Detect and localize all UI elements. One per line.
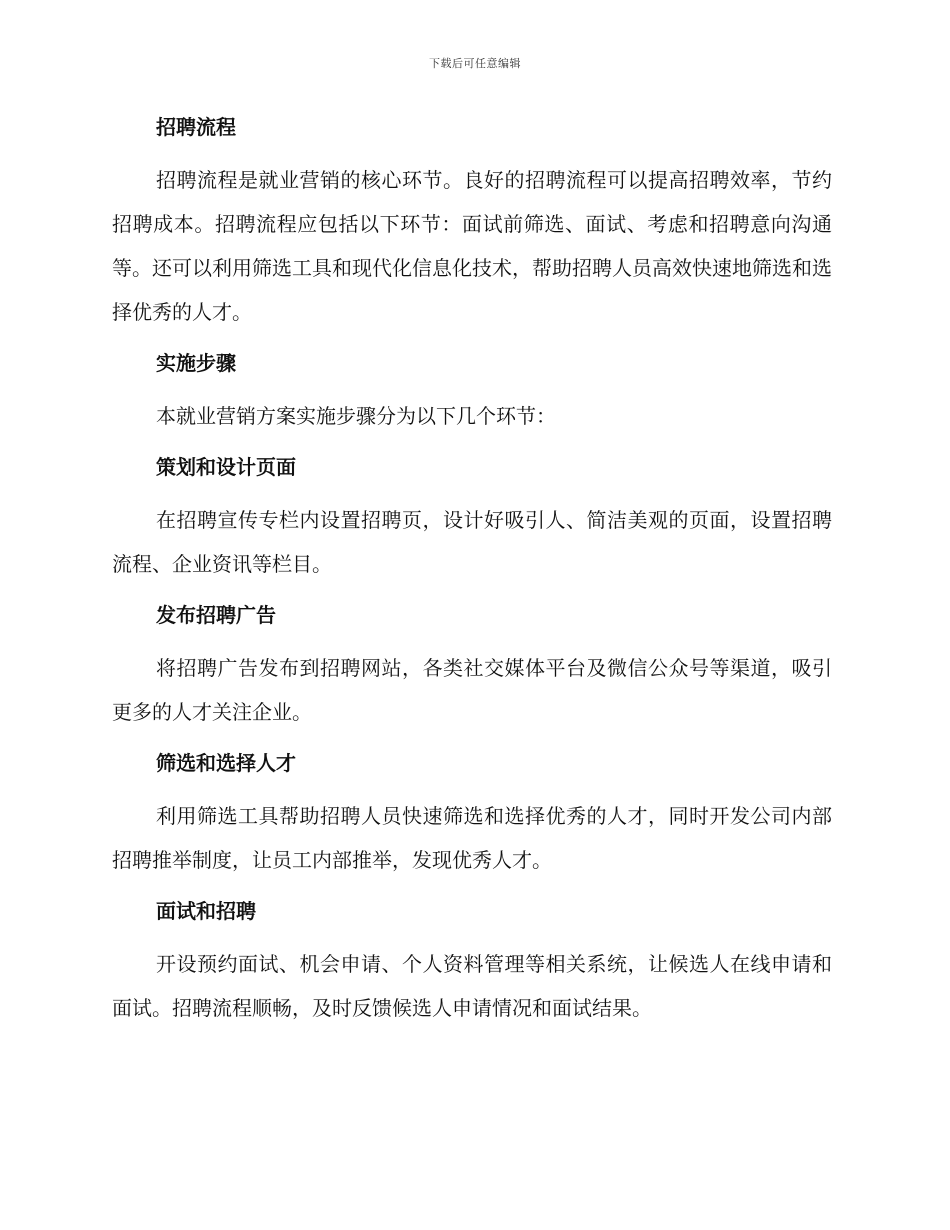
section-text-recruitment-process: 招聘流程是就业营销的核心环节。良好的招聘流程可以提高招聘效率，节约招聘成本。招聘流程应包括以下环节：面试前筛选、面试、考虑和招聘意向沟通等。还可以利用筛选工具和现代化信息化技术，帮助招聘人员高效快速地筛选和选择优秀的人才。 — [112, 168, 832, 324]
section-text-page-design: 在招聘宣传专栏内设置招聘页，设计好吸引人、简洁美观的页面，设置招聘流程、企业资讯等栏目。 — [112, 508, 832, 576]
section-text-interview: 开设预约面试、机会申请、个人资料管理等相关系统，让候选人在线申请和面试。招聘流程顺畅，及时反馈候选人申请情况和面试结果。 — [112, 952, 832, 1020]
header-note: 下载后可任意编辑 — [429, 57, 521, 70]
section-text-publish-ads: 将招聘广告发布到招聘网站，各类社交媒体平台及微信公众号等渠道，吸引更多的人才关注企业。 — [112, 656, 832, 724]
section-heading-publish-ads: 发布招聘广告 — [156, 603, 276, 627]
section-text-implementation-steps: 本就业营销方案实施步骤分为以下几个环节： — [156, 404, 556, 428]
section-heading-implementation-steps: 实施步骤 — [156, 351, 236, 375]
document-body — [112, 110, 832, 1042]
section-heading-interview: 面试和招聘 — [156, 899, 256, 923]
section-text-screening: 利用筛选工具帮助招聘人员快速筛选和选择优秀的人才，同时开发公司内部招聘推举制度，让员工内部推举，发现优秀人才。 — [112, 804, 832, 872]
section-heading-page-design: 策划和设计页面 — [156, 455, 296, 479]
section-heading-recruitment-process: 招聘流程 — [156, 115, 236, 139]
section-heading-screening: 筛选和选择人才 — [156, 751, 296, 775]
